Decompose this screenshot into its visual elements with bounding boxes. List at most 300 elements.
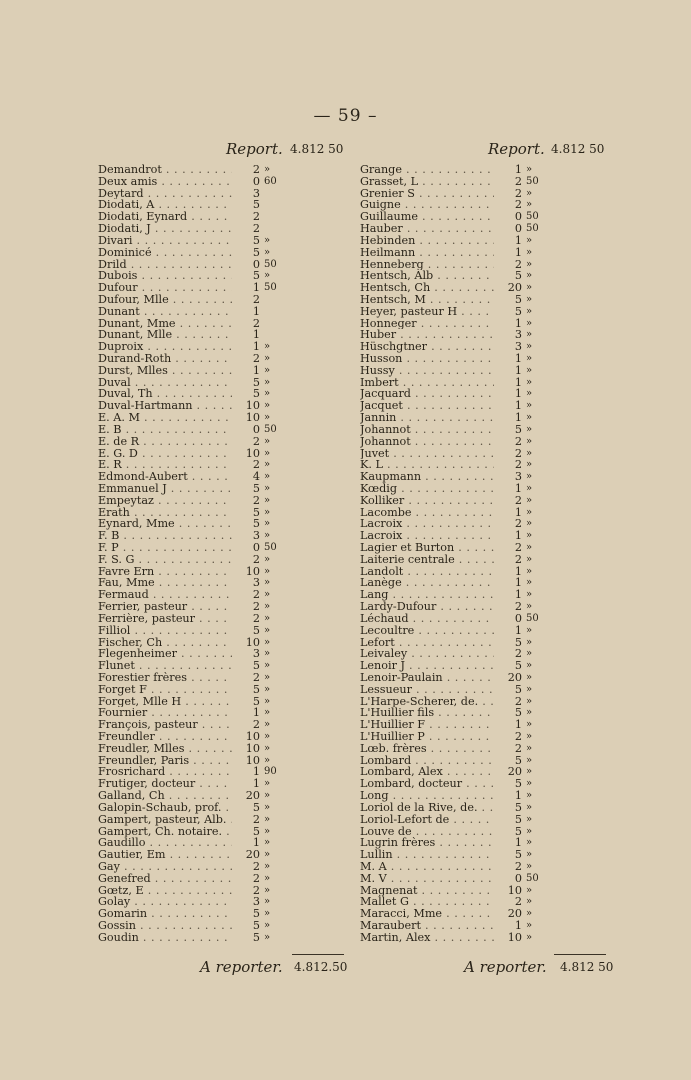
donor-entry <box>98 211 346 223</box>
amount-francs: 2 <box>252 611 260 625</box>
amount-centimes: » <box>526 423 533 435</box>
amount-francs: 3 <box>514 328 522 342</box>
amount-centimes: » <box>264 435 271 447</box>
amount-centimes: » <box>526 648 533 660</box>
donor-name: Huber . . . <box>360 329 494 341</box>
donor-name: F. P . . . <box>98 542 232 554</box>
donor-entry <box>360 861 610 873</box>
donor-entry <box>98 826 346 838</box>
donor-entry <box>98 861 346 873</box>
amount-francs: 2 <box>252 352 260 365</box>
amount-centimes: » <box>526 860 533 872</box>
donor-name: Forget, Mlle H . . . <box>98 696 232 708</box>
donor-entry <box>98 790 346 802</box>
amount-centimes: » <box>264 246 271 258</box>
amount-francs: 5 <box>252 198 260 212</box>
amount-centimes: » <box>526 270 533 282</box>
donor-entry <box>98 223 346 235</box>
amount-centimes: » <box>526 589 533 601</box>
donor-name: Gay . . . <box>98 861 232 873</box>
amount-centimes: » <box>526 293 533 305</box>
amount-francs: 2 <box>514 859 522 873</box>
donor-name: Edmond-Aubert . . . <box>98 471 232 483</box>
donor-entry <box>98 318 346 330</box>
amount-francs: 0 <box>514 222 522 236</box>
donor-entry <box>360 388 610 400</box>
donor-name: Filliol . . . <box>98 625 232 637</box>
amount-centimes: » <box>526 553 533 565</box>
donor-name: Lagier et Burton . . . <box>360 542 494 554</box>
donor-name: Fournier . . . <box>98 707 232 719</box>
donor-name: Goudin . . . <box>98 932 232 944</box>
carried-forward-row <box>360 140 610 162</box>
amount-centimes: » <box>264 742 271 754</box>
amount-centimes: » <box>264 908 271 920</box>
donor-entry <box>360 637 610 649</box>
amount-francs: 1 <box>514 245 522 259</box>
amount-francs: 3 <box>252 895 260 909</box>
amount-francs: 2 <box>252 718 260 732</box>
amount-centimes: » <box>526 695 533 707</box>
donor-name: Léchaud . . . <box>360 613 494 625</box>
donor-entry <box>98 637 346 649</box>
donor-name: Grange . . . <box>360 164 494 176</box>
amount-centimes: » <box>264 660 271 672</box>
amount-centimes: » <box>526 790 533 802</box>
amount-centimes: » <box>264 860 271 872</box>
donor-entry <box>360 235 610 247</box>
amount-francs: 2 <box>252 292 260 306</box>
amount-francs: 5 <box>252 375 260 389</box>
donor-list <box>98 164 346 944</box>
amount-francs: 2 <box>514 458 522 472</box>
amount-francs: 2 <box>252 434 260 448</box>
donor-entry <box>360 790 610 802</box>
amount-francs: 0 <box>514 611 522 625</box>
donor-name: Dunant . . . <box>98 306 232 318</box>
donor-entry <box>98 778 346 790</box>
amount-centimes: » <box>264 754 271 766</box>
amount-francs: 5 <box>514 422 522 436</box>
donor-entry <box>98 707 346 719</box>
amount-centimes: 50 <box>264 542 277 553</box>
donor-entry <box>98 471 346 483</box>
amount-centimes: » <box>526 388 533 400</box>
amount-francs: 2 <box>252 316 260 330</box>
amount-centimes: » <box>264 565 271 577</box>
donor-name: Lugrin frères . . . <box>360 837 494 849</box>
donor-entry <box>360 908 610 920</box>
amount-francs: 2 <box>252 670 260 684</box>
donor-entry <box>98 577 346 589</box>
amount-centimes: » <box>526 518 533 530</box>
amount-francs: 5 <box>514 292 522 306</box>
donor-entry <box>360 518 610 530</box>
donor-name: Hentsch, M . . . <box>360 294 494 306</box>
donor-name: Fischer, Ch . . . <box>98 637 232 649</box>
amount-francs: 1 <box>252 281 260 295</box>
donor-name: L'Huillier fils . . . <box>360 707 494 719</box>
donor-name: Grenier S . . . <box>360 188 494 200</box>
donor-entry <box>360 530 610 542</box>
amount-centimes: » <box>264 577 271 589</box>
donor-entry <box>360 471 610 483</box>
donor-entry <box>98 282 346 294</box>
donor-entry <box>98 530 346 542</box>
donor-name: Mallet G . . . <box>360 896 494 908</box>
donor-name: Ferrier, pasteur . . . <box>98 601 232 613</box>
amount-centimes: » <box>526 825 533 837</box>
to-carry-forward-row <box>464 958 624 982</box>
page-number: — 59 – <box>313 106 378 126</box>
donor-entry <box>360 294 610 306</box>
amount-francs: 2 <box>252 552 260 566</box>
amount-francs: 5 <box>514 848 522 862</box>
amount-centimes: » <box>526 305 533 317</box>
donor-name: Lenoir J . . . <box>360 660 494 672</box>
donor-entry <box>360 731 610 743</box>
donor-entry <box>360 577 610 589</box>
donor-entry <box>98 802 346 814</box>
amount-francs: 5 <box>514 635 522 649</box>
donor-entry <box>98 625 346 637</box>
amount-centimes: » <box>264 234 271 246</box>
amount-francs: 3 <box>514 340 522 354</box>
donor-entry <box>98 554 346 566</box>
donor-entry <box>360 743 610 755</box>
donor-name: Henneberg . . . <box>360 259 494 271</box>
amount-centimes: » <box>264 376 271 388</box>
donor-name: Long . . . <box>360 790 494 802</box>
amount-centimes: » <box>264 931 271 943</box>
donor-entry <box>98 518 346 530</box>
donor-name: Husson . . . <box>360 353 494 365</box>
amount-centimes: 60 <box>264 175 277 187</box>
amount-centimes: » <box>526 896 533 908</box>
amount-centimes: » <box>526 364 533 376</box>
amount-francs: 1 <box>514 588 522 602</box>
amount-centimes: 50 <box>264 258 277 270</box>
amount-francs: 2 <box>514 541 522 554</box>
amount-francs: 2 <box>514 741 522 755</box>
donor-name: Hentsch, Ch . . . <box>360 282 494 294</box>
amount-centimes: » <box>264 837 271 849</box>
donor-name: Galland, Ch . . . <box>98 790 232 802</box>
amount-centimes: 50 <box>526 872 539 884</box>
amount-centimes: » <box>264 589 271 601</box>
amount-francs: 1 <box>514 919 522 932</box>
donor-name: Heilmann . . . <box>360 247 494 259</box>
amount-centimes: » <box>264 447 271 459</box>
donor-name: Lenoir-Paulain . . . <box>360 672 494 684</box>
donor-entry <box>360 318 610 330</box>
donor-entry <box>98 885 346 897</box>
amount-francs: 5 <box>514 706 522 720</box>
amount-centimes: » <box>264 695 271 707</box>
donor-entry <box>98 920 346 932</box>
amount-centimes: » <box>526 719 533 731</box>
donor-name: Lefort . . . <box>360 637 494 649</box>
amount-francs: 5 <box>514 800 522 814</box>
donor-name: M. A . . . <box>360 861 494 873</box>
donor-name: Durand-Roth . . . <box>98 353 232 365</box>
amount-centimes: » <box>264 671 271 683</box>
amount-francs: 5 <box>252 824 260 838</box>
amount-centimes: 90 <box>264 766 277 778</box>
donor-entry <box>98 247 346 259</box>
donor-entry <box>98 755 346 767</box>
amount-centimes: » <box>264 506 271 518</box>
donor-name: Landolt . . . <box>360 566 494 578</box>
donor-entry <box>98 412 346 424</box>
donor-entry <box>98 483 346 495</box>
amount-francs: 2 <box>514 174 522 188</box>
donor-entry <box>98 719 346 731</box>
donor-entry <box>98 743 346 755</box>
donor-name: Duval . . . <box>98 377 232 389</box>
donor-entry <box>360 873 610 885</box>
donor-name: Jacquet . . . <box>360 400 494 412</box>
donor-name: Loriol-Lefort de . . . <box>360 814 494 826</box>
amount-francs: 2 <box>514 493 522 507</box>
donor-entry <box>360 625 610 637</box>
amount-francs: 1 <box>252 328 260 342</box>
amount-centimes: » <box>526 707 533 719</box>
donor-entry <box>98 873 346 885</box>
donor-entry <box>360 270 610 282</box>
amount-francs: 2 <box>514 434 522 448</box>
donor-name: F. S. G . . . <box>98 554 232 566</box>
donor-name: Magnenat . . . <box>360 885 494 897</box>
amount-centimes: » <box>526 766 533 778</box>
amount-francs: 1 <box>252 765 260 779</box>
donor-name: E. G. D . . . <box>98 448 232 460</box>
donor-entry <box>360 896 610 908</box>
donor-entry <box>360 400 610 412</box>
amount-centimes: » <box>526 234 533 246</box>
donor-name: Lacroix . . . <box>360 518 494 530</box>
amount-francs: 2 <box>514 694 522 708</box>
amount-centimes: » <box>526 542 533 553</box>
donor-name: Gaudillo . . . <box>98 837 232 849</box>
donor-entry <box>360 259 610 271</box>
donor-name: Ferrière, pasteur . . . <box>98 613 232 625</box>
carried-forward-label: Report. <box>226 140 283 158</box>
amount-francs: 0 <box>514 210 522 224</box>
amount-francs: 1 <box>514 718 522 732</box>
donor-entry <box>98 459 346 471</box>
donor-name: Dubois . . . <box>98 270 232 282</box>
amount-centimes: 50 <box>526 612 539 624</box>
amount-francs: 5 <box>514 812 522 826</box>
amount-francs: 2 <box>252 210 260 224</box>
donor-name: Dunant, Mme . . . <box>98 318 232 330</box>
donor-name: Durst, Mlles . . . <box>98 365 232 377</box>
amount-centimes: » <box>526 931 533 943</box>
amount-francs: 10 <box>245 446 260 460</box>
donor-entry <box>360 412 610 424</box>
donor-name: Diodati, J . . . <box>98 223 232 235</box>
donor-name: Lœb. frères . . . <box>360 743 494 755</box>
donor-entry <box>360 329 610 341</box>
amount-francs: 1 <box>514 375 522 389</box>
amount-francs: 10 <box>245 411 260 425</box>
amount-francs: 1 <box>252 836 260 850</box>
amount-centimes: » <box>526 353 533 364</box>
donor-name: L'Huillier P . . . <box>360 731 494 743</box>
amount-centimes: » <box>264 412 271 424</box>
amount-centimes: » <box>264 164 271 175</box>
donor-entry <box>360 589 610 601</box>
amount-centimes: » <box>526 412 533 424</box>
donor-entry <box>98 388 346 400</box>
amount-centimes: » <box>264 731 271 742</box>
donor-name: Fau, Mme . . . <box>98 577 232 589</box>
amount-francs: 2 <box>252 588 260 602</box>
amount-francs: 5 <box>252 694 260 708</box>
amount-centimes: » <box>526 400 533 412</box>
donor-entry <box>98 329 346 341</box>
amount-francs: 2 <box>252 163 260 176</box>
amount-centimes: » <box>526 624 533 636</box>
donor-entry <box>360 660 610 672</box>
donor-name: Hauber . . . <box>360 223 494 235</box>
amount-centimes: » <box>264 400 271 412</box>
amount-francs: 5 <box>252 481 260 495</box>
donor-name: Hebinden . . . <box>360 235 494 247</box>
donor-entry <box>360 932 610 944</box>
amount-centimes: » <box>264 553 271 565</box>
donor-entry <box>98 259 346 271</box>
donor-name: Johannot . . . <box>360 424 494 436</box>
amount-francs: 2 <box>252 871 260 885</box>
amount-centimes: » <box>526 601 533 613</box>
amount-francs: 1 <box>514 233 522 247</box>
amount-centimes: » <box>526 813 533 825</box>
carried-forward-value: 4.812 50 <box>551 142 605 156</box>
donor-entry <box>98 908 346 920</box>
donor-name: Hentsch, Alb . . . <box>360 270 494 282</box>
amount-centimes: » <box>526 376 533 388</box>
amount-francs: 5 <box>252 623 260 637</box>
donor-entry <box>98 353 346 365</box>
to-carry-forward-label: A reporter. <box>200 958 283 976</box>
donor-entry <box>360 495 610 507</box>
donor-name: Lombard . . . <box>360 755 494 767</box>
amount-francs: 0 <box>252 174 260 188</box>
amount-francs: 1 <box>252 363 260 377</box>
amount-centimes: » <box>526 920 533 931</box>
amount-centimes: » <box>526 482 533 494</box>
donor-name: Johannot . . . <box>360 436 494 448</box>
amount-centimes: 50 <box>264 282 277 294</box>
donor-name: Flunet . . . <box>98 660 232 672</box>
donor-name: Gampert, Ch. notaire. . . . <box>98 826 232 838</box>
amount-centimes: » <box>264 530 271 542</box>
donor-name: Erath . . . <box>98 507 232 519</box>
donor-entry <box>98 613 346 625</box>
donor-name: L'Harpe-Scherer, de. . . . <box>360 696 494 708</box>
amount-francs: 5 <box>514 682 522 696</box>
amount-francs: 2 <box>514 257 522 271</box>
amount-centimes: » <box>264 270 271 282</box>
amount-francs: 5 <box>252 907 260 921</box>
amount-francs: 5 <box>252 682 260 696</box>
donor-entry <box>98 589 346 601</box>
amount-centimes: » <box>264 801 271 813</box>
amount-centimes: » <box>264 813 271 825</box>
donor-entry <box>98 696 346 708</box>
amount-centimes: » <box>526 884 533 896</box>
amount-centimes: » <box>526 341 533 353</box>
amount-centimes: » <box>526 187 533 199</box>
amount-francs: 5 <box>252 505 260 519</box>
amount-centimes: » <box>264 778 271 790</box>
donor-name: Jacquard . . . <box>360 388 494 400</box>
amount-centimes: » <box>526 742 533 754</box>
amount-francs: 1 <box>514 505 522 519</box>
donor-name: Deytard . . . <box>98 188 232 200</box>
donor-name: Gomarin . . . <box>98 908 232 920</box>
amount-centimes: » <box>264 896 271 908</box>
donor-name: Favre Ern . . . <box>98 566 232 578</box>
amount-centimes: » <box>526 671 533 683</box>
amount-francs: 5 <box>252 245 260 259</box>
donor-name: Dufour . . . <box>98 282 232 294</box>
left-column <box>98 140 346 944</box>
amount-francs: 1 <box>252 706 260 720</box>
donor-name: Lacombe . . . <box>360 507 494 519</box>
amount-francs: 1 <box>514 163 522 176</box>
donor-entry <box>98 448 346 460</box>
donor-name: Lacroix . . . <box>360 530 494 542</box>
donor-entry <box>360 601 610 613</box>
donor-entry <box>98 849 346 861</box>
donor-name: Eynard, Mme . . . <box>98 518 232 530</box>
donor-entry <box>98 837 346 849</box>
amount-centimes: » <box>264 648 271 660</box>
donor-name: Dominicé . . . <box>98 247 232 259</box>
donor-name: Laiterie centrale . . . <box>360 554 494 566</box>
amount-centimes: » <box>526 282 533 294</box>
amount-francs: 1 <box>514 399 522 413</box>
donor-entry <box>98 684 346 696</box>
amount-centimes: » <box>526 683 533 695</box>
donor-entry <box>360 507 610 519</box>
donor-entry <box>98 164 346 176</box>
donor-entry <box>98 814 346 826</box>
donor-name: Gossin . . . <box>98 920 232 932</box>
donor-entry <box>360 802 610 814</box>
donor-entry <box>98 341 346 353</box>
donor-name: Lombard, docteur . . . <box>360 778 494 790</box>
donor-entry <box>360 719 610 731</box>
donor-entry <box>360 696 610 708</box>
donor-entry <box>360 199 610 211</box>
amount-centimes: » <box>264 482 271 494</box>
amount-francs: 1 <box>514 576 522 590</box>
donor-entry <box>360 826 610 838</box>
amount-francs: 1 <box>514 387 522 401</box>
amount-centimes: » <box>264 364 271 376</box>
donor-name: Hussy . . . <box>360 365 494 377</box>
amount-centimes: » <box>526 565 533 577</box>
amount-centimes: » <box>526 778 533 790</box>
donor-entry <box>98 648 346 660</box>
carried-forward-label: Report. <box>488 140 545 158</box>
donor-name: Heyer, pasteur H . . . <box>360 306 494 318</box>
amount-francs: 10 <box>245 564 260 578</box>
